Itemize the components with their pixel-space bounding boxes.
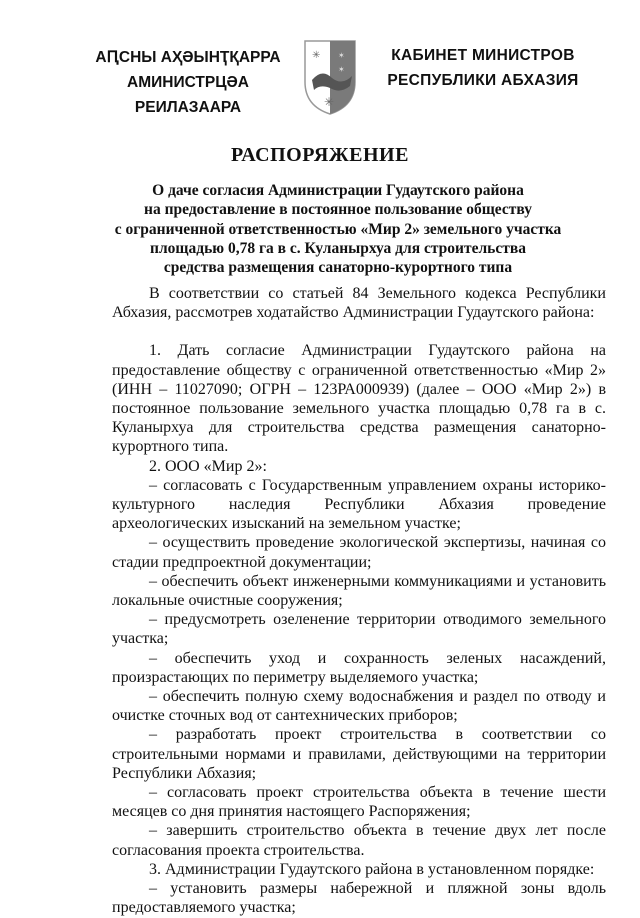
header-right-line1: КАБИНЕТ МИНИСТРОВ: [391, 47, 575, 64]
clause-2-item: – предусмотреть озеленение территории отводимого земельного участка;: [112, 611, 606, 648]
clause-3: 3. Администрации Гудаутского района в установленном порядке:: [149, 860, 595, 878]
subject-line: на предоставление в постоянное пользование обществу: [144, 201, 532, 219]
header-right: [368, 43, 598, 93]
clause-2-item: – согласовать проект строительства объекта в течение шести месяцев со дня принятия настоящего Распоряжения;: [112, 784, 606, 821]
clause-2-item: – осуществить проведение экологической экспертизы, начиная со стадии предпроектной документации;: [112, 534, 606, 571]
preamble: В соответствии со статьей 84 Земельного кодекса Республики Абхазия, рассмотрев ходатайство Администрации Гудаутского района:: [112, 285, 606, 322]
document-body: [112, 284, 606, 918]
clause-2-item: – согласовать с Государственным управлением охраны историко-культурного наследия Республики Абхазия проведение археологических изысканий на земельном участке;: [112, 476, 606, 533]
subject-line: с ограниченной ответственностью «Мир 2» земельного участка: [114, 220, 562, 238]
subject-line: О даче согласия Администрации Гудаутского района: [152, 182, 524, 199]
clause-2-item: – разработать проект строительства в соответствии со строительными нормами и правилами, действующими на территории Республики Абхазия;: [112, 726, 606, 782]
clause-2-item: – обеспечить объект инженерными коммуникациями и установить локальные очистные сооружения;: [112, 572, 606, 610]
coat-of-arms-icon: [302, 38, 358, 116]
header-right-line2: РЕСПУБЛИКИ АБХАЗИЯ: [387, 72, 579, 89]
header-left: [78, 45, 298, 120]
document-title: РАСПОРЯЖЕНИЕ: [231, 144, 409, 166]
clause-1: 1. Дать согласие Администрации Гудаутского района на предоставление обществу с ограниченной ответственностью «Мир 2» (ИНН – 11027090; ОГРН – 123РА000939) (далее – ООО «Мир 2») в постоянное пользование земельного участка площадью 0,78 га в с. Куланырхуа для строительства средства размещения санаторно-курортного типа.: [112, 342, 606, 456]
subject-line: площадью 0,78 га в с. Куланырхуа для строительства: [150, 239, 526, 257]
clause-2-item: – обеспечить полную схему водоснабжения и раздел по отводу и очистке сточных вод от сантехнических приборов;: [112, 688, 606, 725]
document-subject: [100, 181, 576, 277]
subject-line: средства размещения санаторно-курортного типа: [163, 259, 513, 277]
svg-text:✳: ✳: [312, 50, 321, 61]
clause-2: 2. ООО «Мир 2»:: [149, 457, 267, 475]
svg-text:✶: ✶: [338, 51, 345, 60]
svg-text:✳: ✳: [324, 95, 335, 109]
header-left-line2: АМИНИСТРЦӘА РЕИЛАЗААРА: [127, 74, 249, 116]
clause-2-item: – завершить строительство объекта в течение двух лет после согласования проекта строительства.: [112, 822, 606, 859]
clause-3-item: – установить размеры набережной и пляжной зоны вдоль предоставляемого участка;: [112, 880, 606, 917]
svg-text:✶: ✶: [338, 65, 345, 74]
header-left-line1: АԤСНЫ АҲӘЫНҬҚАРРА: [95, 49, 281, 66]
clause-2-item: – обеспечить уход и сохранность зеленых насаждений, произрастающих по периметру выделяемого участка;: [112, 649, 606, 686]
